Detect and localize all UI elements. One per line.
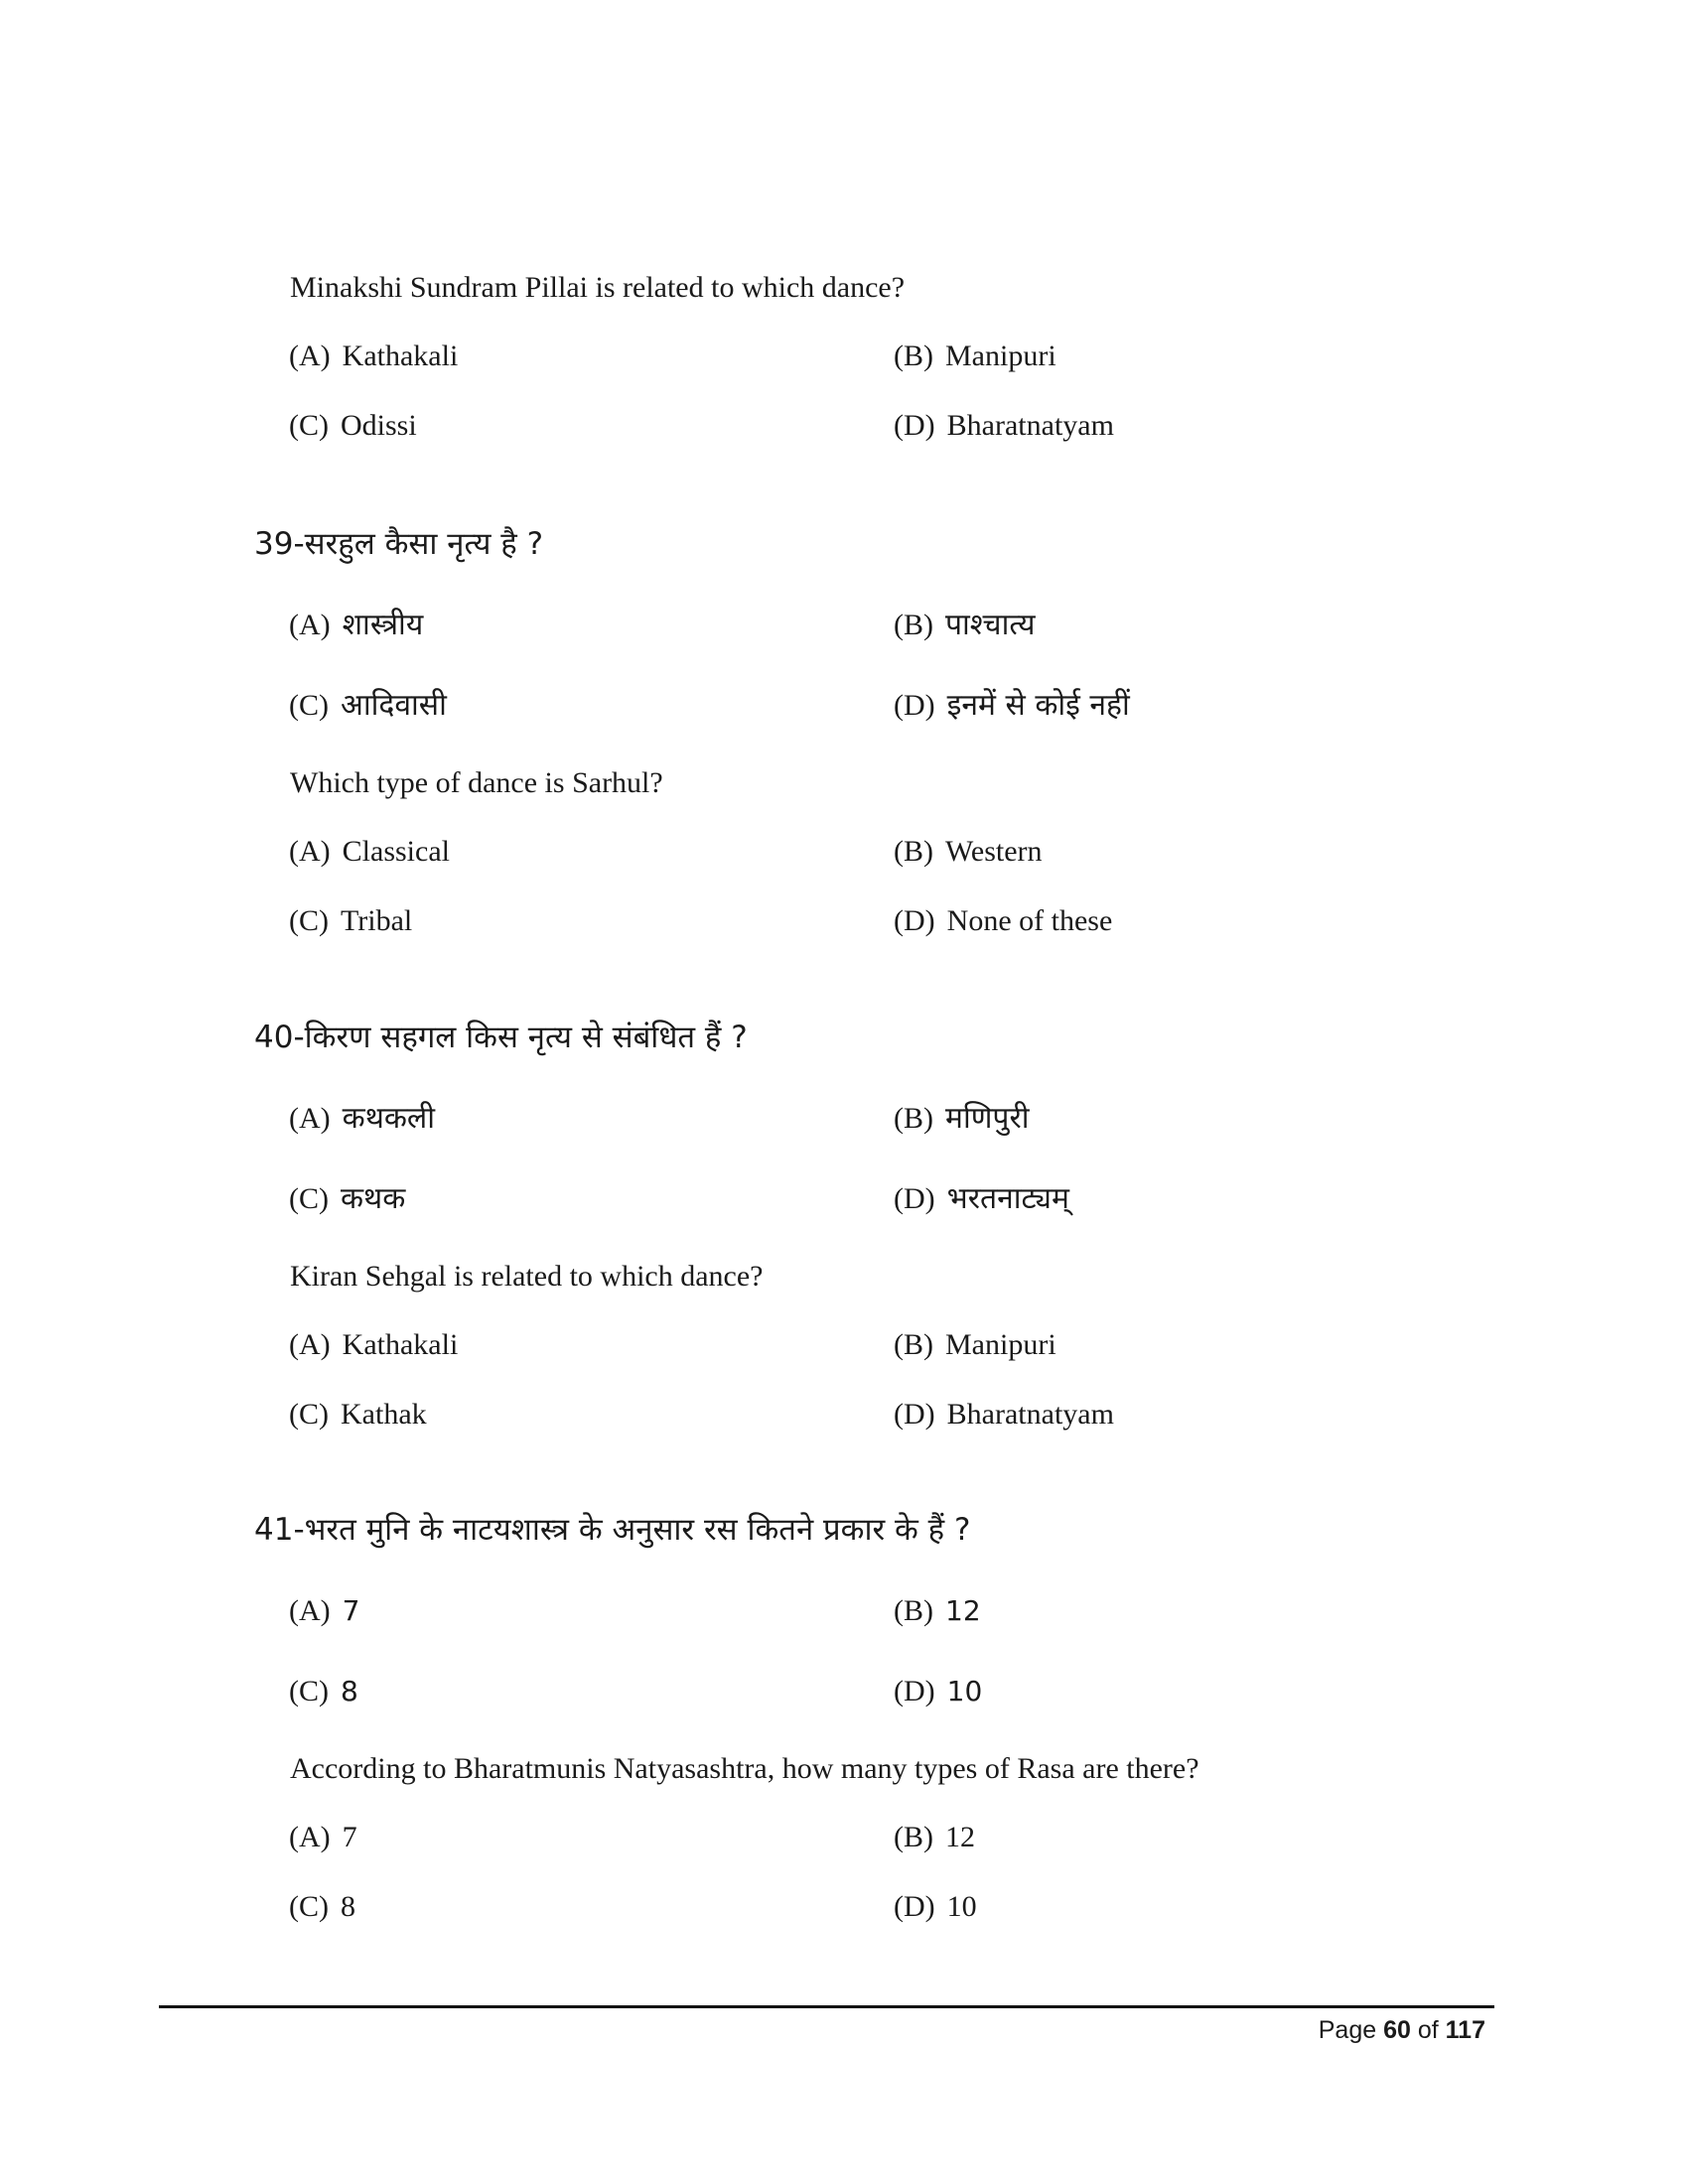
option-label: (D) [894, 1890, 935, 1923]
option-label: (A) [289, 1102, 331, 1135]
option-label: (B) [894, 835, 933, 868]
option-label: (A) [289, 609, 331, 641]
option-b [894, 1327, 1056, 1363]
page-total: 117 [1445, 2016, 1485, 2044]
option-c [289, 1674, 358, 1709]
question-text: Minakshi Sundram Pillai is related to which dance? [290, 271, 906, 304]
option-label: (B) [894, 1328, 933, 1361]
question-text: Kiran Sehgal is related to which dance? [290, 1260, 764, 1293]
option-label: (C) [289, 1675, 329, 1707]
option-b [894, 608, 1035, 643]
option-text: कथकली [342, 1101, 436, 1136]
option-text: 7 [342, 1594, 360, 1627]
option-text: कथक [341, 1181, 406, 1216]
option-b [894, 834, 1043, 870]
option-text: पाश्चात्य [945, 608, 1036, 642]
page-word: Page [1318, 2016, 1377, 2044]
option-d [894, 408, 1114, 444]
option-label: (A) [289, 1821, 331, 1853]
option-text: शास्त्रीय [342, 608, 424, 642]
question-text: Which type of dance is Sarhul? [290, 766, 663, 799]
option-label: (C) [289, 689, 329, 722]
option-b [894, 1101, 1029, 1137]
option-a [289, 1820, 357, 1855]
option-label: (B) [894, 1102, 933, 1135]
option-text: 12 [945, 1821, 975, 1853]
option-text: None of these [946, 904, 1113, 937]
footer-divider [159, 2005, 1494, 2008]
option-c [289, 903, 412, 939]
option-text: Kathakali [342, 1328, 459, 1361]
option-text: Classical [342, 835, 450, 868]
option-label: (D) [894, 1675, 935, 1707]
option-label: (C) [289, 1398, 329, 1431]
option-c [289, 1181, 405, 1217]
option-a [289, 608, 423, 643]
option-d [894, 1397, 1114, 1433]
option-text: मणिपुरी [945, 1101, 1030, 1136]
option-text: Bharatnatyam [946, 409, 1114, 442]
option-label: (C) [289, 409, 329, 442]
option-text: Manipuri [945, 1328, 1056, 1361]
option-b [894, 1820, 975, 1855]
option-label: (C) [289, 1182, 329, 1215]
page-current: 60 [1383, 2016, 1411, 2044]
option-label: (D) [894, 1398, 935, 1431]
option-a [289, 1593, 359, 1629]
page-number [1319, 2013, 1485, 2047]
question-text-hindi: 40-किरण सहगल किस नृत्य से संबंधित हैं ? [254, 1020, 748, 1055]
option-d [894, 688, 1130, 724]
option-label: (A) [289, 835, 331, 868]
option-text: Odissi [341, 409, 417, 442]
option-text: Tribal [341, 904, 413, 937]
option-label: (B) [894, 609, 933, 641]
option-text: Kathak [341, 1398, 427, 1431]
option-text: Bharatnatyam [946, 1398, 1114, 1431]
option-d [894, 1181, 1069, 1217]
option-label: (A) [289, 1594, 331, 1627]
option-label: (C) [289, 904, 329, 937]
option-text: 7 [342, 1821, 357, 1853]
option-text: 10 [946, 1675, 983, 1707]
option-d [894, 1889, 977, 1925]
option-label: (B) [894, 340, 933, 372]
option-label: (A) [289, 340, 331, 372]
option-text: Manipuri [945, 340, 1056, 372]
option-d [894, 903, 1112, 939]
question-text-hindi: 41-भरत मुनि के नाटयशास्त्र के अनुसार रस कितने प्रकार के हैं ? [254, 1512, 971, 1548]
option-label: (D) [894, 689, 935, 722]
option-a [289, 1101, 435, 1137]
option-c [289, 688, 447, 724]
question-text-hindi: 39-सरहुल कैसा नृत्य है ? [254, 526, 544, 562]
option-label: (B) [894, 1594, 933, 1627]
option-text: इनमें से कोई नहीं [946, 688, 1130, 723]
option-a [289, 339, 458, 374]
option-d [894, 1674, 982, 1709]
option-text: 8 [341, 1890, 355, 1923]
option-label: (A) [289, 1328, 331, 1361]
option-c [289, 1397, 427, 1433]
option-text: Western [945, 835, 1043, 868]
option-a [289, 834, 450, 870]
option-label: (D) [894, 904, 935, 937]
of-word: of [1417, 2016, 1439, 2044]
option-label: (B) [894, 1821, 933, 1853]
option-text: भरतनाट्यम् [946, 1181, 1069, 1216]
option-text: Kathakali [342, 340, 459, 372]
option-c [289, 408, 417, 444]
option-text: आदिवासी [341, 688, 447, 723]
option-label: (D) [894, 1182, 935, 1215]
option-label: (C) [289, 1890, 329, 1923]
option-b [894, 339, 1056, 374]
option-b [894, 1593, 981, 1629]
option-label: (D) [894, 409, 935, 442]
option-c [289, 1889, 355, 1925]
option-text: 10 [946, 1890, 977, 1923]
option-a [289, 1327, 458, 1363]
question-text: According to Bharatmunis Natyasashtra, how many types of Rasa are there? [290, 1752, 1199, 1785]
option-text: 8 [341, 1675, 358, 1707]
option-text: 12 [945, 1594, 981, 1627]
